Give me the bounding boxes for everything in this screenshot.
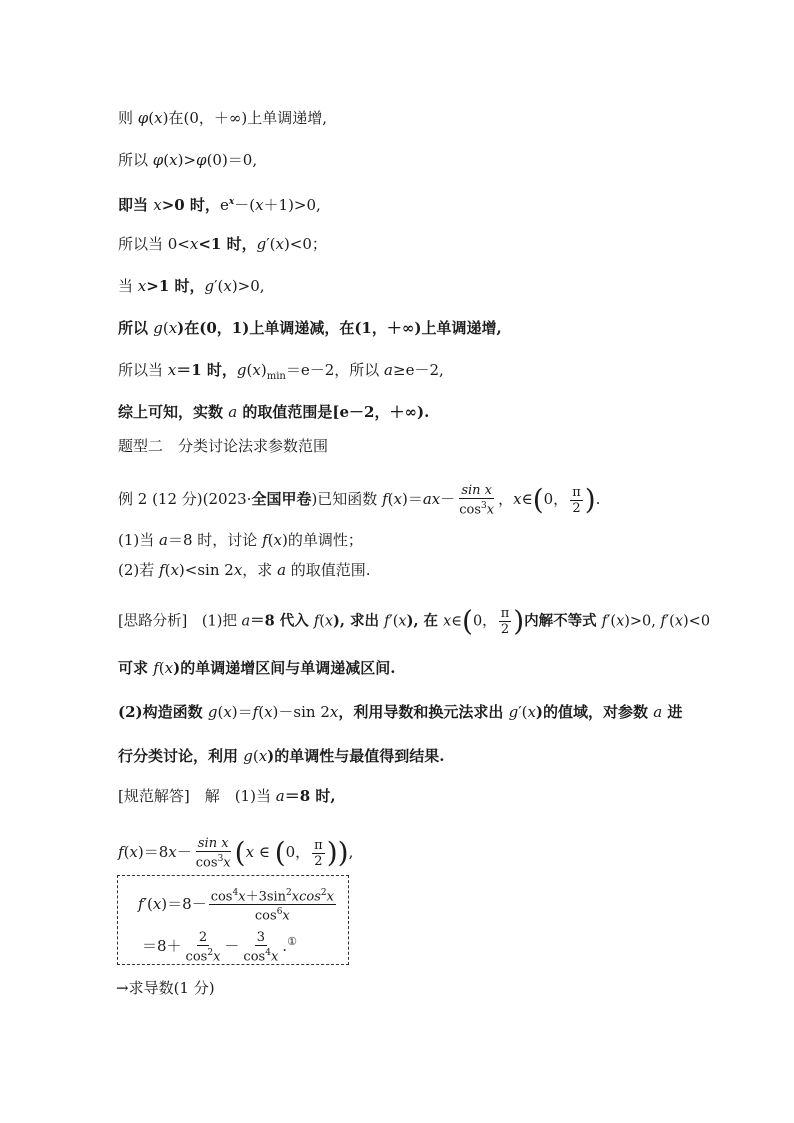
two-over-cos2-fraction: $\frac{2}{\cos^2x}$ [185,930,221,965]
line-gprime-positive: 当 x>1 时，g′(x)>0, [118,277,265,295]
derivative-line-2: ＝8＋ $\frac{2}{\cos^2x}$ － $\frac{3}{\cos^4x}$ .① [142,930,297,965]
derivative-fraction: $\frac{\cos^4x+3\sin^2xcos^2x}{\cos^6x}$ [210,888,334,924]
pi-over-2-fraction: $\frac{\pi}{2}$ [572,484,581,516]
analysis-line-3: (2)构造函数 g(x)＝f(x)－sin 2x，利用导数和换元法求出 g′(x)的值域，对参数 a 进 [118,703,683,721]
line-g-min: 所以当 x＝1 时，$g(x)_{min}=e-2$，所以 a≥e－2, [118,361,444,382]
question-1: (1)当 a＝8 时，讨论 f(x)的单调性； [118,531,363,549]
solution-f-definition: f(x)＝8x－ $\frac{\text{sin x}}{\cos^3x}$ (x ∈ (0， $\frac{\pi}{2}$ )), [118,836,354,871]
line-conclusion: 综上可知，实数 a 的取值范围是[e－2，＋∞). [118,403,430,421]
analysis-line-4: 行分类讨论，利用 g(x)的单调性与最值得到结果. [118,747,445,765]
pi-over-2-fraction: $\frac{\pi}{2}$ [314,837,323,869]
pi-over-2-fraction: $\frac{\pi}{2}$ [500,606,510,637]
section-heading: 题型二 分类讨论法求参数范围 [118,437,329,455]
line-phi-increasing: 则 φ(x)在(0，＋∞)上单调递增, [118,109,327,127]
line-phi-positive: 所以 φ(x)>φ(0)＝0, [118,151,258,169]
analysis-line-2: 可求 f(x)的单调递增区间与单调递减区间. [118,659,396,677]
sin-over-cos3-fraction: $\frac{\text{sin x}}{\cos^3x}$ [195,836,231,871]
line-g-monotonic: 所以 g(x)在(0，1)上单调递减，在(1，＋∞)上单调递增, [118,319,502,337]
three-over-cos4-fraction: $\frac{3}{\cos^4x}$ [243,930,279,965]
analysis-line-1: [思路分析] (1)把 a＝8 代入 f(x), 求出 f′(x), 在 x∈(0， $\frac{\pi}{2}$ )内解不等式 f′(x)>0, f′(x)<0 [118,604,711,638]
solution-intro: [规范解答] 解 (1)当 a＝8 时, [118,787,336,805]
example-problem: 例 2 (12 分)(2023·全国甲卷)已知函数 f(x)＝ax－ $\frac{\text{sin x}}{\cos^3x}$ ，x∈(0， $\frac{\pi}{2}$ ). [118,483,601,518]
derivative-line-1: f′(x)＝8－ $\frac{\cos^4x+3\sin^2xcos^2x}{\cos^6x}$ [138,888,334,924]
line-exp-inequality: 即当 x>0 时，$e^x-(x+1)>0$, [118,196,321,214]
question-2: (2)若 f(x)<sin 2x，求 a 的取值范围. [118,561,371,579]
derivative-note: →求导数(1 分) [116,979,215,997]
line-gprime-negative: 所以当 0<x<1 时，g′(x)<0； [118,235,327,253]
sin-over-cos3-fraction: $\frac{\text{sin x}}{\cos^3x}$ [459,483,495,518]
